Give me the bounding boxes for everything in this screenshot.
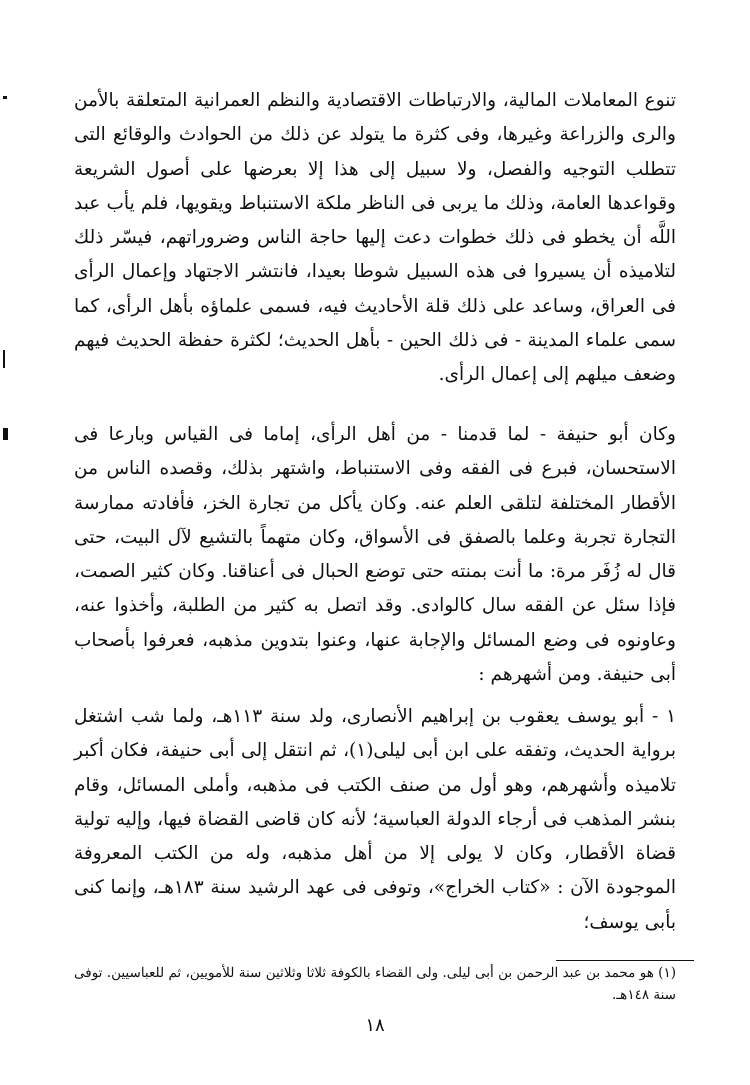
paragraph-1: تنوع المعاملات المالية، والارتباطات الاقتصادية والنظم العمرانية المتعلقة بالأمن والرى والزراعة وغيرها، وفى كثرة ما يتولد عن ذلك من الحوادث والوقائع التى تتطلب التوجيه والفصل، ولا سبيل إلى هذا إلا بعرضها على أصول الشريعة وقواعدها العامة، وذلك ما يربى فى الناظر ملكة الاستنباط ويقويها، فلم يأب عبد اللَّه أن يخطو فى ذلك خطوات دعت إليها حاجة الناس وضروراتهم، فيسّر ذلك لتلاميذه أن يسيروا فى هذه السبيل شوطا بعيدا، فانتشر الاجتهاد وإعمال الرأى فى العراق، وساعد على ذلك قلة الأحاديث فيه، فسمى علماؤه بأهل الرأى، كما سمى علماء المدينة - فى ذلك الحين - بأهل الحديث؛ لكثرة حفظة الحديث فيهم وضعف ميلهم إلى إعمال الرأى. [74, 90, 676, 386]
page-number: ١٨ [365, 1015, 385, 1036]
scan-margin-mark [3, 350, 5, 368]
scan-margin-mark [3, 428, 8, 440]
footnote-divider [556, 960, 694, 961]
paragraph-2: وكان أبو حنيفة - لما قدمنا - من أهل الرأى، إماما فى القياس وبارعا فى الاستحسان، فبرع فى الفقه وفى الاستنباط، واشتهر بذلك، وقصده الناس من الأقطار المختلفة لتلقى العلم عنه. وكان يأكل من تجارة الخز، فأفادته ممارسة التجارة تجربة وعلما بالصفق فى الأسواق، وكان متهماً بالتشيع لآل البيت، حتى قال له زُفَر مرة: ما أنت بمنته حتى توضع الحبال فى أعناقنا. وكان كثير الصمت، فإذا سئل عن الفقه سال كالوادى. وقد اتصل به كثير من الطلبة، وأخذوا عنه، وعاونوه فى وضع المسائل والإجابة عنها، وعنوا بتدوين مذهبه، فعرفوا بأصحاب أبى حنيفة. ومن أشهرهم : [74, 424, 676, 686]
footnote: (١) هو محمد بن عبد الرحمن بن أبى ليلى. ولى القضاء بالكوفة ثلاثا وثلاثين سنة للأمويين، ثم للعباسيين. توفى سنة ١٤٨هـ. [74, 965, 676, 1003]
paragraph-3-list-item: ١ - أبو يوسف يعقوب بن إبراهيم الأنصارى، ولد سنة ١١٣هـ، ولما شب اشتغل برواية الحديث، وتفقه على ابن أبى ليلى(١)، ثم انتقل إلى أبى حنيفة، فكان أكبر تلاميذه وأشهرهم، وهو أول من صنف الكتب فى مذهبه، وأملى المسائل، وقام بنشر المذهب فى أرجاء الدولة العباسية؛ لأنه كان قاضى القضاة فيها، وإليه تولية قضاة الأقطار، وكان لا يولى إلا من أهل مذهبه، وله من الكتب المعروفة الموجودة الآن : «كتاب الخراج»، وتوفى فى عهد الرشيد سنة ١٨٣هـ، وإنما كنى بأبى يوسف؛ [74, 706, 677, 933]
scan-margin-mark [3, 96, 7, 99]
